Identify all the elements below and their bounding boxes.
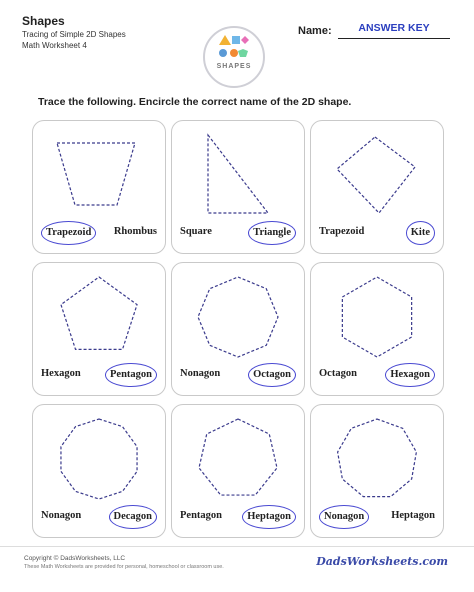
answer-option-left[interactable]: Octagon [319,368,357,379]
hexagon-trace-outline [342,277,411,357]
answer-option-right[interactable]: Heptagon [242,505,296,529]
pentagon-trace-outline [61,277,137,349]
answer-option-right[interactable]: Hexagon [385,363,435,387]
answer-option-left[interactable]: Nonagon [41,510,82,521]
answer-option-left[interactable]: Hexagon [41,368,81,379]
answer-option-left[interactable]: Nonagon [319,505,369,529]
decagon-trace-outline [61,419,137,499]
answer-option-right[interactable]: Pentagon [105,363,157,387]
answer-option-left[interactable]: Nonagon [180,368,221,379]
answer-option-left[interactable]: Square [180,226,212,237]
kite-trace-outline [337,137,415,213]
shapes-logo [203,26,265,88]
shape-card [32,404,166,538]
nonagon-trace-outline [338,419,417,497]
name-label: Name: [298,25,332,37]
answer-option-right[interactable]: Octagon [248,363,296,387]
worksheet-title: Shapes [22,14,65,28]
answer-option-right[interactable]: Heptagon [391,510,435,521]
worksheet-header [22,14,126,50]
instructions: Trace the following. Encircle the correct name of the 2D shape. [38,96,352,108]
shape-card [171,120,305,254]
answer-option-right[interactable]: Triangle [248,221,296,245]
copyright-text: Copyright © DadsWorksheets, LLC [24,555,126,562]
answer-option-left[interactable]: Trapezoid [41,221,96,245]
answer-option-left[interactable]: Trapezoid [319,226,365,237]
name-underline [338,38,450,39]
name-field [298,22,458,40]
shape-card [171,262,305,396]
heptagon-trace-outline [199,419,277,495]
answer-option-right[interactable]: Rhombus [113,226,157,237]
triangle-trace-outline [208,135,268,213]
brand-logo: DadsWorksheets.com [316,555,448,568]
worksheet-number: Math Worksheet 4 [22,41,87,50]
answer-option-left[interactable]: Pentagon [180,510,222,521]
shape-card [310,120,444,254]
worksheet-subtitle: Tracing of Simple 2D Shapes [22,30,126,39]
octagon-trace-outline [198,277,278,357]
answer-option-right[interactable]: Decagon [109,505,158,529]
trapezoid-trace-outline [57,143,135,205]
name-value: ANSWER KEY [358,22,430,34]
footer [0,546,474,587]
shape-card [32,262,166,396]
shape-card [171,404,305,538]
shape-card [32,120,166,254]
shape-card [310,262,444,396]
usage-note: These Math Worksheets are provided for personal, homeschool or classroom use. [24,564,224,570]
logo-text: SHAPES [216,63,252,70]
shape-card [310,404,444,538]
answer-option-right[interactable]: Kite [406,221,435,245]
